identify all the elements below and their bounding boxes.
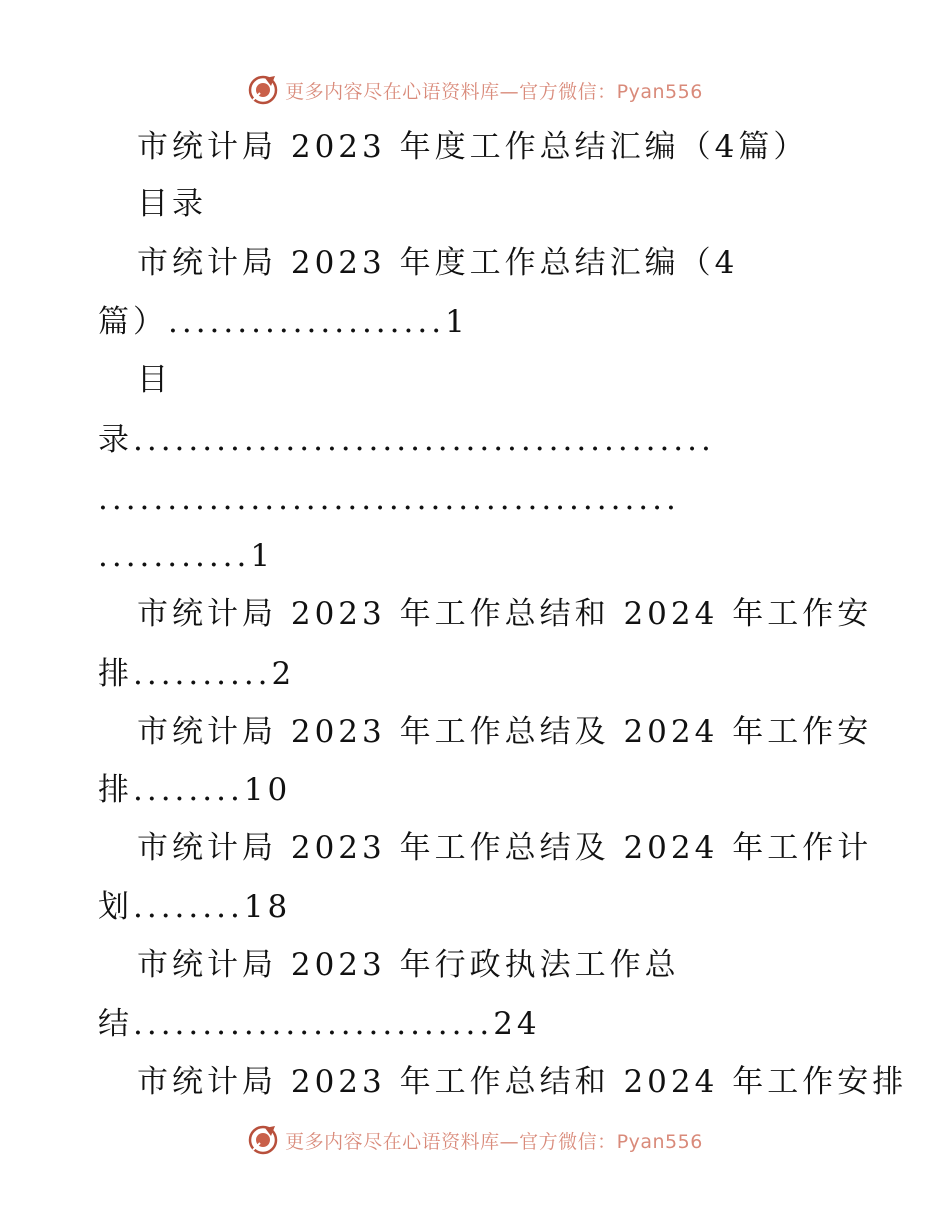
toc-entry-line[interactable]: 市统计局 2023 年工作总结和 2024 年工作安排 — [137, 1064, 908, 1100]
pen-logo-icon — [247, 74, 279, 106]
toc-heading: 目录 — [137, 186, 207, 222]
watermark-text: 更多内容尽在心语资料库—官方微信：Pyan556 — [285, 80, 703, 103]
toc-entry-line[interactable]: 市统计局 2023 年度工作总结汇编（4 — [137, 245, 739, 281]
toc-entry-line[interactable]: 结..........................24 — [98, 1006, 541, 1042]
toc-entry-line[interactable]: 录.......................................... — [98, 422, 715, 458]
toc-entry-line[interactable]: 排..........2 — [98, 656, 296, 692]
toc-entry-line[interactable]: .......................................... — [98, 481, 680, 517]
watermark-text: 更多内容尽在心语资料库—官方微信：Pyan556 — [285, 1130, 703, 1153]
header-watermark — [0, 72, 950, 108]
toc-entry-line[interactable]: 目 — [137, 362, 172, 398]
toc-entry-line[interactable]: ...........1 — [98, 538, 275, 574]
toc-entry-line[interactable]: 划........18 — [98, 889, 292, 925]
toc-entry-line[interactable]: 市统计局 2023 年行政执法工作总 — [137, 947, 680, 983]
toc-entry-line[interactable]: 排........10 — [98, 772, 292, 808]
toc-entry-line[interactable]: 篇）....................1 — [98, 304, 469, 340]
toc-entry-line[interactable]: 市统计局 2023 年工作总结和 2024 年工作安 — [137, 596, 873, 632]
toc-entry-line[interactable]: 市统计局 2023 年工作总结及 2024 年工作安 — [137, 714, 873, 750]
footer-watermark — [0, 1122, 950, 1158]
toc-entry-line[interactable]: 市统计局 2023 年工作总结及 2024 年工作计 — [137, 830, 873, 866]
document-title: 市统计局 2023 年度工作总结汇编（4篇） — [137, 129, 809, 165]
pen-logo-icon — [247, 1124, 279, 1156]
